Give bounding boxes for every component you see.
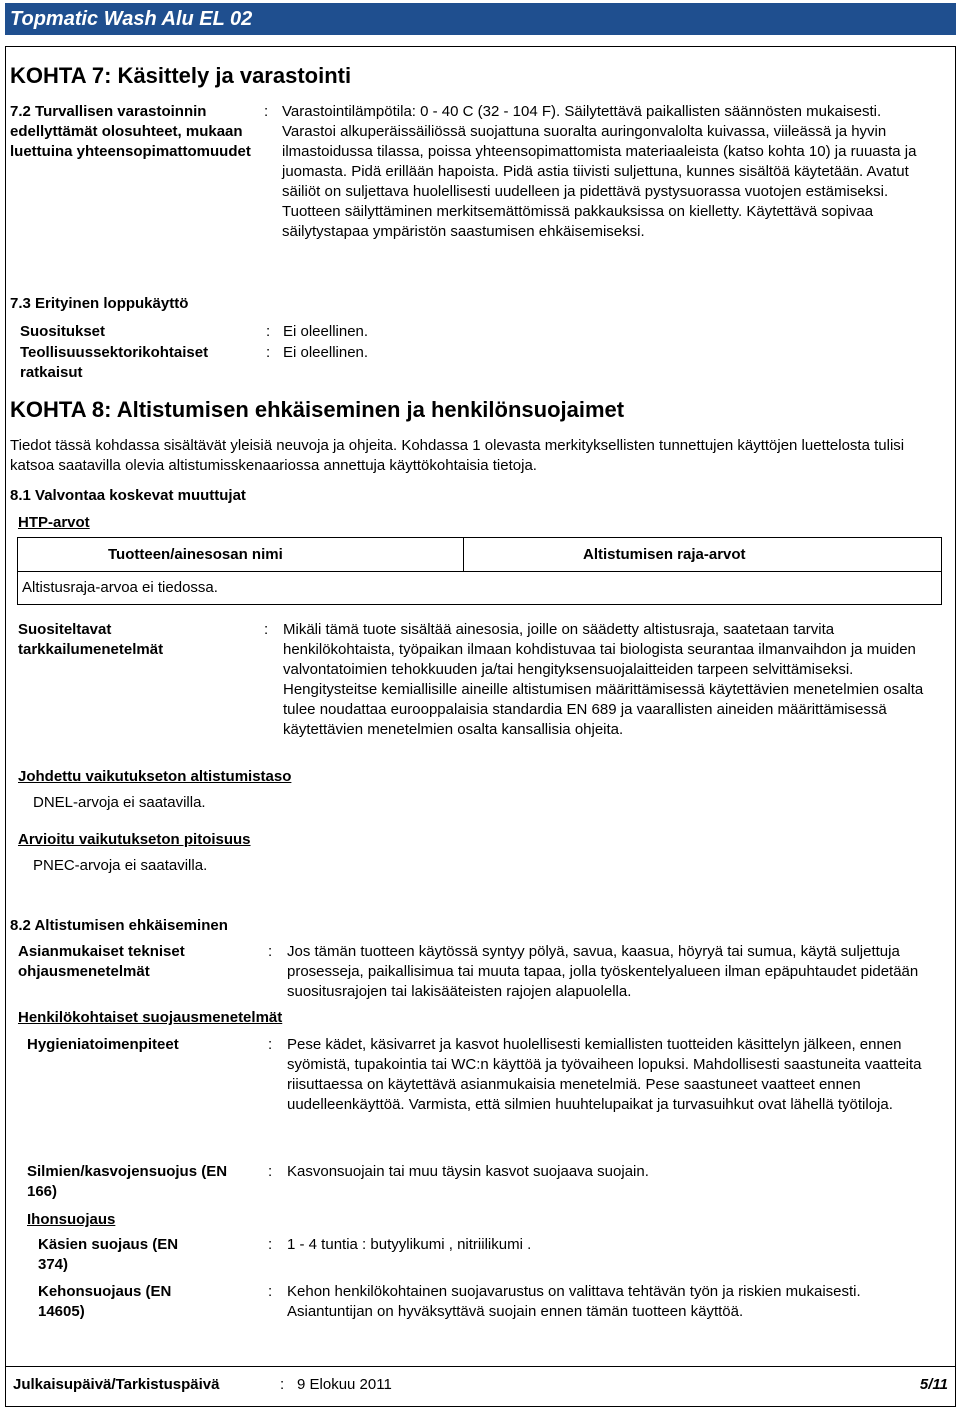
- storage-conditions-text: Varastointilämpötila: 0 - 40 C (32 - 104 F). Säilytettävä paikallisten säännösten mukaisesti. Varastoi alkuperäissäiliössä suojattuna suoralta auringonvalolta kuivassa, viileässä ja hyvin ilmastoidussa tilassa, poissa yhteensopimattomista materiaaleista (katso kohta 10) ja ruuasta ja juomasta. Pidä erillään hapoista. Pidä astia tiivisti suljettuna, kunnes sisältöä käytetään. Avatut säiliöt on suljettava huolellisesti uudelleen ja pidettävä pystysuorassa vuotojen estämiseksi. Tuotteen säilyttäminen merkitsemättömissä pakkauksissa on kielletty. Käytettävä sopivaa säilytystapaa ympäristön saastumisen ehkäisemiseksi.: [282, 103, 917, 240]
- industry-solutions-value: Ei oleellinen.: [283, 344, 369, 361]
- table-row-text: Altistusraja-arvoa ei tiedossa.: [22, 579, 218, 596]
- table-col-product-name: Tuotteen/ainesosan nimi: [108, 546, 283, 563]
- page-number: 5/11: [919, 1376, 948, 1393]
- colon: :: [280, 1376, 285, 1393]
- colon: :: [268, 943, 273, 960]
- htp-label: HTP-arvot: [18, 514, 90, 531]
- colon: :: [266, 344, 271, 361]
- body-protection-text: Kehon henkilökohtainen suojavarustus on valittava tehtävän työn ja riskien mukaisesti. Asiantuntijan on hyväksyttävä suojain ennen tämän tuotteen käyttöä.: [287, 1283, 861, 1320]
- document-header: [5, 3, 956, 35]
- table-divider: [463, 537, 464, 572]
- exposure-controls-heading: 8.2 Altistumisen ehkäiseminen: [10, 917, 228, 934]
- section-7-heading: KOHTA 7: Käsittely ja varastointi: [10, 63, 352, 88]
- personal-protection-label: Henkilökohtaiset suojausmenetelmät: [18, 1009, 283, 1026]
- section-8-intro: Tiedot tässä kohdassa sisältävät yleisiä neuvoja ja ohjeita. Kohdassa 1 olevasta merkityksellisten tunnettujen käyttöjen luettelosta tulisi katsoa saatavilla olevia altistumisskenaariossa annettuja käyttökohtaisia tietoja.: [10, 437, 905, 474]
- monitoring-text: Mikäli tämä tuote sisältää ainesosia, joille on säädetty altistusraja, saatetaan tarvita henkilökohtaista, työpaikan ilmaan kohdistuvaa tai biologista seurantaa ilmanvaihdon ja muiden valvontatoimien tehokkuuden ja/tai hengityksensuojalaitteiden tarpeen selvittämiseksi. Hengitysteitse kemiallisille aineille altistumisen määrittämisessä käytettävien menetelmien osalta tulee noudattaa eurooppalaisia standardia EN 689 ja vaarallisten aineiden määrittämisessä käytettävien menetelmien osalta kansallisia ohjeita.: [283, 621, 924, 738]
- storage-conditions-label: 7.2 Turvallisen varastoinnin edellyttämät olosuhteet, mukaan luettuina yhteensopimattomuudet: [10, 103, 251, 160]
- engineering-controls-text: Jos tämän tuotteen käytössä syntyy pölyä, savua, kaasua, höyryä tai sumua, käytä suljettuja prosesseja, paikallisimua tai muuta tapaa, jolla työskentelyalueen ilman epäpuhtaudet pidetään suositusrajojen tai lakisääteisten rajojen alapuolella.: [287, 943, 919, 1000]
- hand-protection-text: 1 - 4 tuntia : butyylikumi , nitriilikumi .: [287, 1236, 532, 1253]
- hygiene-label: Hygieniatoimenpiteet: [27, 1036, 179, 1053]
- dnel-label: Johdettu vaikutukseton altistumistaso: [18, 768, 292, 785]
- product-title: Topmatic Wash Alu EL 02: [10, 8, 253, 30]
- eye-protection-label: Silmien/kasvojensuojus (EN 166): [27, 1163, 228, 1200]
- colon: :: [268, 1236, 273, 1253]
- table-col-limit-values: Altistumisen raja-arvot: [583, 546, 746, 563]
- pnec-label: Arvioitu vaikutukseton pitoisuus: [18, 831, 251, 848]
- recommendations-value: Ei oleellinen.: [283, 323, 369, 340]
- colon: :: [264, 621, 269, 638]
- recommendations-label: Suositukset: [20, 323, 106, 340]
- engineering-controls-label: Asianmukaiset tekniset ohjausmenetelmät: [18, 943, 185, 980]
- colon: :: [264, 103, 269, 120]
- eye-protection-text: Kasvonsuojain tai muu täysin kasvot suojaava suojain.: [287, 1163, 649, 1180]
- industry-solutions-label: Teollisuussektorikohtaiset ratkaisut: [20, 344, 209, 381]
- colon: :: [268, 1163, 273, 1180]
- footer-date-label: Julkaisupäivä/Tarkistuspäivä: [13, 1376, 220, 1393]
- dnel-value: DNEL-arvoja ei saatavilla.: [33, 794, 206, 811]
- hand-protection-label: Käsien suojaus (EN 374): [38, 1236, 179, 1273]
- section-8-heading: KOHTA 8: Altistumisen ehkäiseminen ja henkilönsuojaimet: [10, 397, 625, 422]
- control-parameters-heading: 8.1 Valvontaa koskevat muuttujat: [10, 487, 246, 504]
- footer-date-value: 9 Elokuu 2011: [297, 1376, 392, 1393]
- hygiene-text: Pese kädet, käsivarret ja kasvot huolellisesti kemiallisten tuotteiden käsittelyn jälkeen, ennen syömistä, tupakointia tai WC:n käyttöä ja työvaiheen lopuksi. Mahdollisesti saastuneita vaatteita riisuttaessa on käytettävä asianmukaisia menetelmiä. Pese saastuneet vaatteet ennen uudelleenkäyttöä. Varmista, että silmien huuhtelupaikat ja turvasuihkut ovat lähellä työtiloja.: [287, 1036, 922, 1113]
- colon: :: [268, 1283, 273, 1300]
- pnec-value: PNEC-arvoja ei saatavilla.: [33, 857, 208, 874]
- colon: :: [266, 323, 271, 340]
- colon: :: [268, 1036, 273, 1053]
- footer-divider: [5, 1366, 956, 1367]
- skin-protection-label: Ihonsuojaus: [27, 1211, 116, 1228]
- end-use-heading: 7.3 Erityinen loppukäyttö: [10, 295, 189, 312]
- monitoring-label: Suositeltavat tarkkailumenetelmät: [18, 621, 164, 658]
- body-protection-label: Kehonsuojaus (EN 14605): [38, 1283, 172, 1320]
